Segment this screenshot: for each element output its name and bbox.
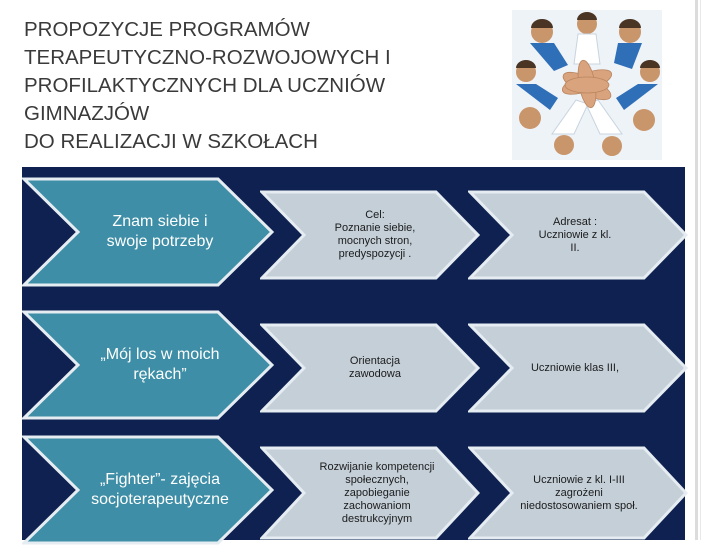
audience-arrow-1	[468, 190, 688, 280]
teamwork-hands-photo	[512, 10, 662, 160]
goal-arrow-3	[260, 446, 480, 540]
program-audience: Uczniowie klas III,	[530, 361, 620, 374]
program-goal: Cel: Poznanie siebie, mocnych stron, predyspozycji .	[334, 209, 416, 260]
right-edge-bar	[695, 0, 698, 540]
program-goal: Rozwijanie kompetencji społecznych, zapobieganie zachowaniom destrukcyjnym	[319, 460, 435, 525]
program-arrow-3	[22, 435, 274, 545]
goal-arrow-2	[260, 323, 480, 413]
program-arrow-1	[22, 177, 274, 287]
audience-arrow-2	[468, 323, 688, 413]
program-audience: Uczniowie z kl. I-III zagrożeni niedostosowaniem społ.	[520, 473, 638, 512]
goal-arrow-1	[260, 190, 480, 280]
program-name: „Mój los w moich rękach”	[100, 346, 220, 383]
program-audience: Adresat : Uczniowie z kl. II.	[538, 215, 612, 254]
program-arrow-2	[22, 310, 274, 420]
audience-arrow-3	[468, 446, 688, 540]
program-name: „Fighter”- zajęcia socjoterapeutyczne	[91, 471, 229, 508]
program-name: Znam siebie i swoje potrzeby	[106, 213, 214, 250]
slide-title: PROPOZYCJE PROGRAMÓW TERAPEUTYCZNO-ROZWOJOWYCH I PROFILAKTYCZNYCH DLA UCZNIÓW GIMNAZJÓW DO REALIZACJI W SZKOŁACH	[24, 18, 391, 153]
programs-diagram	[22, 167, 685, 540]
right-edge-line	[700, 0, 701, 540]
program-goal: Orientacja zawodowa	[349, 355, 401, 380]
